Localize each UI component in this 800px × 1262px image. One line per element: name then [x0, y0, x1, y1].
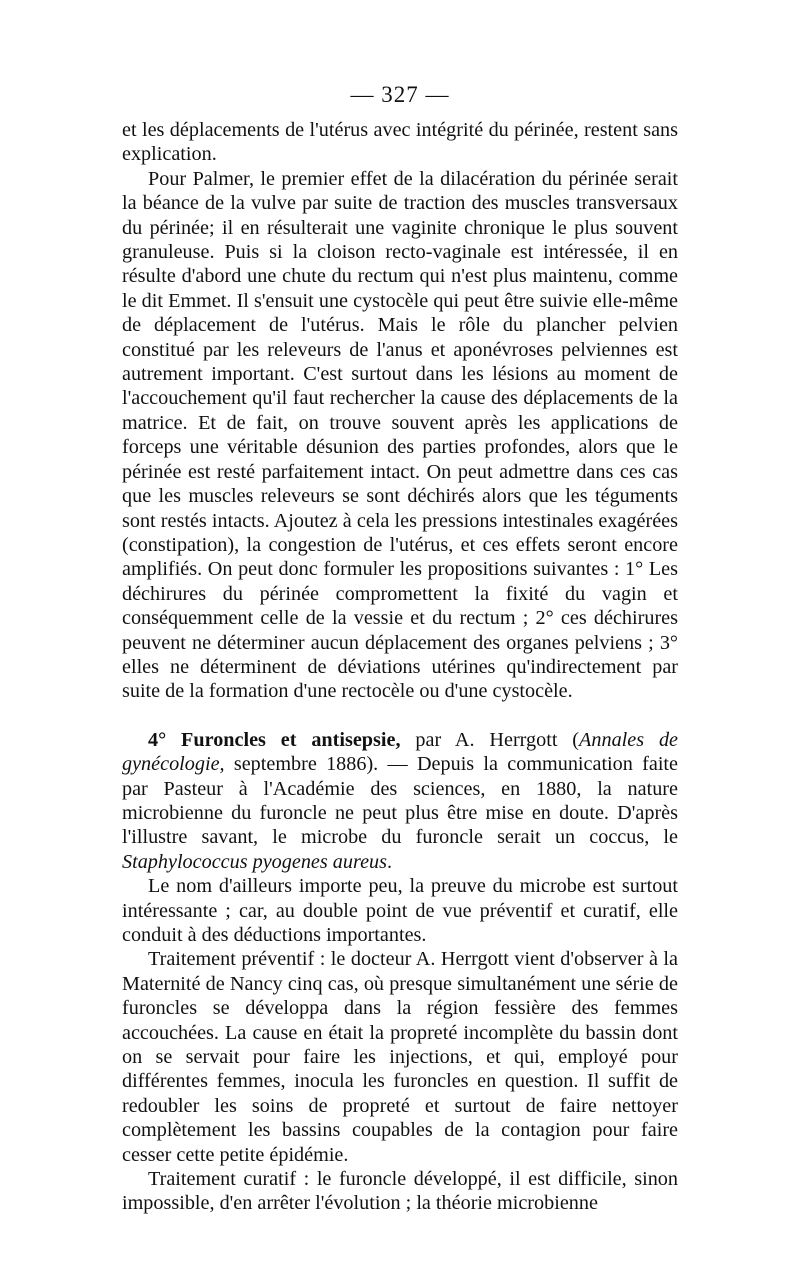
journal-title: Annales de gynécologie, [122, 728, 679, 776]
paragraph-curatif: Traitement curatif : le furoncle développé, il est difficile, sinon impossible, d'en arrêter l'évolution ; la théorie microbienne [122, 1168, 678, 1215]
section-intro-end: . [386, 850, 393, 873]
section-number: 4° [148, 728, 167, 751]
text-body [122, 118, 678, 1216]
section-intro: septembre 1886). — Depuis la communication faite par Pasteur à l'Académie des sciences, en 1880, la nature microbienne du furoncle ne peut plus être mise en doute. D'après l'illustre savant, le microbe du furoncle serait un coccus, le [122, 753, 678, 849]
section-author: par A. Herrgott ( [400, 728, 580, 751]
paragraph-preventif: Traitement préventif : le docteur A. Herrgott vient d'observer à la Maternité de Nancy cinq cas, où presque simultanément une série de furoncles se développa dans la région fessière des femmes accouchées. La cause en était la propreté incomplète du bassin dont on se servait pour faire les injections, et qui, employé pour différentes femmes, inocula les furoncles en question. Il suffit de redoubler les soins de propreté et surtout de faire nettoyer complètement les bassins coupables de la contagion pour faire cesser cette petite épidémie. [122, 948, 678, 1166]
page-number: — 327 — [350, 82, 450, 107]
section-furoncles [122, 728, 678, 874]
paragraph-nom: Le nom d'ailleurs importe peu, la preuve du microbe est surtout intéressante ; car, au double point de vue préventif et curatif, elle conduit à des déductions importantes. [122, 875, 678, 946]
section-title: Furoncles et antisepsie, [181, 728, 401, 751]
paragraph-continued: et les déplacements de l'utérus avec intégrité du périnée, restent sans explication. [122, 119, 678, 166]
paragraph-palmer: Pour Palmer, le premier effet de la dilacération du périnée serait la béance de la vulve par suite de traction des muscles transversaux du périnée; il en résulterait une vaginite chronique le plus souvent granuleuse. Puis si la cloison recto-vaginale est intéressée, il en résulte d'abord une chute du rectum qui n'est plus maintenu, comme le dit Emmet. Il s'ensuit une cystocèle qui peut être suivie elle-même de déplacement de l'utérus. Mais le rôle du plancher pelvien constitué par les releveurs de l'anus et aponévroses pelviennes est autrement important. C'est surtout dans les lésions au moment de l'accouchement qu'il faut rechercher la cause des déplacements de la matrice. Et de fait, on trouve souvent après les applications de forceps une véritable désunion des parties profondes, alors que le périnée est resté parfaitement intact. On peut admettre dans ces cas que les muscles releveurs se sont déchirés alors que les téguments sont restés intacts. Ajoutez à cela les pressions intestinales exagérées (constipation), la congestion de l'utérus, et ces effets seront encore amplifiés. On peut donc formuler les propositions suivantes : 1° Les déchirures du périnée compromettent la fixité du vagin et conséquemment celle de la vessie et du rectum ; 2° ces déchirures peuvent ne déterminer aucun déplacement des organes pelviens ; 3° elles ne déterminent de déviations utérines qu'indirectement par suite de la formation d'une rectocèle ou d'une cystocèle. [122, 167, 678, 703]
species-name: Staphylococcus pyogenes aureus [122, 850, 387, 873]
